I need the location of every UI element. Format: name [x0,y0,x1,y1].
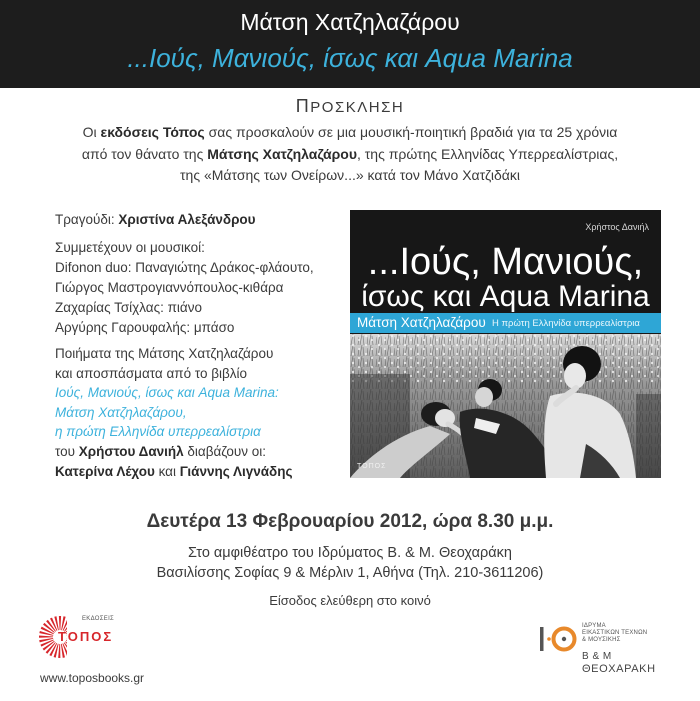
header-band [0,0,700,88]
readers-conjunction: και [154,463,180,479]
musicians-block [55,238,345,338]
musician-line: Αργύρης Γαρουφαλής: μπάσο [55,320,235,335]
musician-line: Ζαχαρίας Τσίχλας: πιάνο [55,300,202,315]
book-title-line: Ιούς, Μανιούς, ίσως και Aqua Marina: [55,385,279,401]
foundation-line: ΙΔΡΥΜΑ [582,623,606,629]
intro-text: , της πρώτης Ελληνίδας Υπερρεαλίστριας, [356,145,619,162]
foundation-name: ΘΕΟΧΑΡΑΚΗ [582,663,656,675]
foundation-logo [538,618,663,678]
intro-line-3: της «Μάτσης των Ονείρων...» κατά τον Μάνο Χατζιδάκι [180,167,520,183]
program-column [55,210,345,481]
foundation-initials: Β & Μ [582,651,612,662]
foundation-line: & ΜΟΥΣΙΚΗΣ [582,637,621,643]
reading-line: Ποιήματα της Μάτσης Χατζηλαζάρου [55,346,274,361]
free-entry-note: Είσοδος ελεύθερη στο κοινό [269,593,431,608]
venue-line-1: Στο αμφιθέατρο του Ιδρύματος Β. & Μ. Θεοχαράκη [188,545,512,561]
musician-line: Difonon duo: Παναγιώτης Δράκος-φλάουτο, [55,260,314,275]
cover-band-subtitle: Η πρώτη Ελληνίδα υπερρεαλίστρια [492,318,640,329]
book-title-line: η πρώτη Ελληνίδα υπερρεαλίστρια [55,424,261,440]
venue-line-2: Βασιλίσσης Σοφίας 9 & Μέρλιν 1, Αθήνα (Τηλ. 210-3611206) [156,565,544,581]
publisher-logo-name: ΤΟΠΟΣ [58,629,114,644]
cover-photo [350,334,661,478]
singer-label: Τραγούδι: [55,212,119,227]
singer-block [55,210,345,230]
website-link[interactable]: www.toposbooks.gr [40,671,145,685]
intro-text: σας προσκαλούν σε μια μουσική-ποιητική βραδιά για τα 25 χρόνια [204,124,618,140]
book-title-line: Μάτση Χατζηλαζάρου, [55,404,187,420]
reader-name: Κατερίνα Λέχου [55,463,155,479]
intro-text: από τον θάνατο της [81,145,208,162]
readers-line [55,462,345,482]
author-post: διαβάζουν οι: [183,443,266,459]
author-line [55,442,345,462]
publisher-name: εκδόσεις Τόπος [100,124,205,140]
reader-name: Γιάννης Λιγνάδης [179,463,293,479]
author-name: Χρήστου Δανιήλ [78,443,184,459]
cover-title-line-2: ίσως και Aqua Marina [361,280,650,313]
foundation-mark-icon [538,624,578,654]
musicians-title: Συμμετέχουν οι μουσικοί: [55,240,205,255]
publisher-logo-small-text: ΕΚΔΟΣΕΙΣ [82,616,115,622]
musician-line: Γιώργος Μαστρογιαννόπουλος-κιθάρα [55,280,284,295]
invitation-text [0,122,700,187]
singer-name: Χριστίνα Αλεξάνδρου [118,212,256,227]
cover-publisher: ΤΟΠΟΣ [357,463,387,470]
intro-text: Οι [82,124,101,140]
author-pre: του [55,443,79,459]
book-cover [350,210,661,478]
reading-block [55,344,345,481]
poet-name-title: Μάτση Χατζηλαζάρου [240,9,460,35]
cover-title-line-1: ...Ιούς, Μανιούς, [367,241,644,283]
publisher-logo [36,608,120,666]
event-venue [0,543,700,583]
invitation-heading: ΠΡΟΣΚΛΗΣΗ [295,96,405,116]
cover-band-name: Μάτση Χατζηλαζάρου [357,315,486,330]
intro-line-1 [0,122,700,144]
book-title-subtitle: ...Ιούς, Μανιούς, ίσως και Aqua Marina [127,43,573,73]
foundation-line: ΕΙΚΑΣΤΙΚΩΝ ΤΕΧΝΩΝ [582,630,648,636]
reading-line: και αποσπάσματα από το βιβλίο [55,365,248,381]
event-date: Δευτέρα 13 Φεβρουαρίου 2012, ώρα 8.30 μ.μ. [146,511,554,532]
intro-line-2 [0,144,700,166]
cover-author: Χρήστος Δανιήλ [585,222,649,232]
singer-line [55,210,345,230]
poet-name: Μάτσης Χατζηλαζάρου [207,145,357,162]
cover-band [350,313,661,333]
